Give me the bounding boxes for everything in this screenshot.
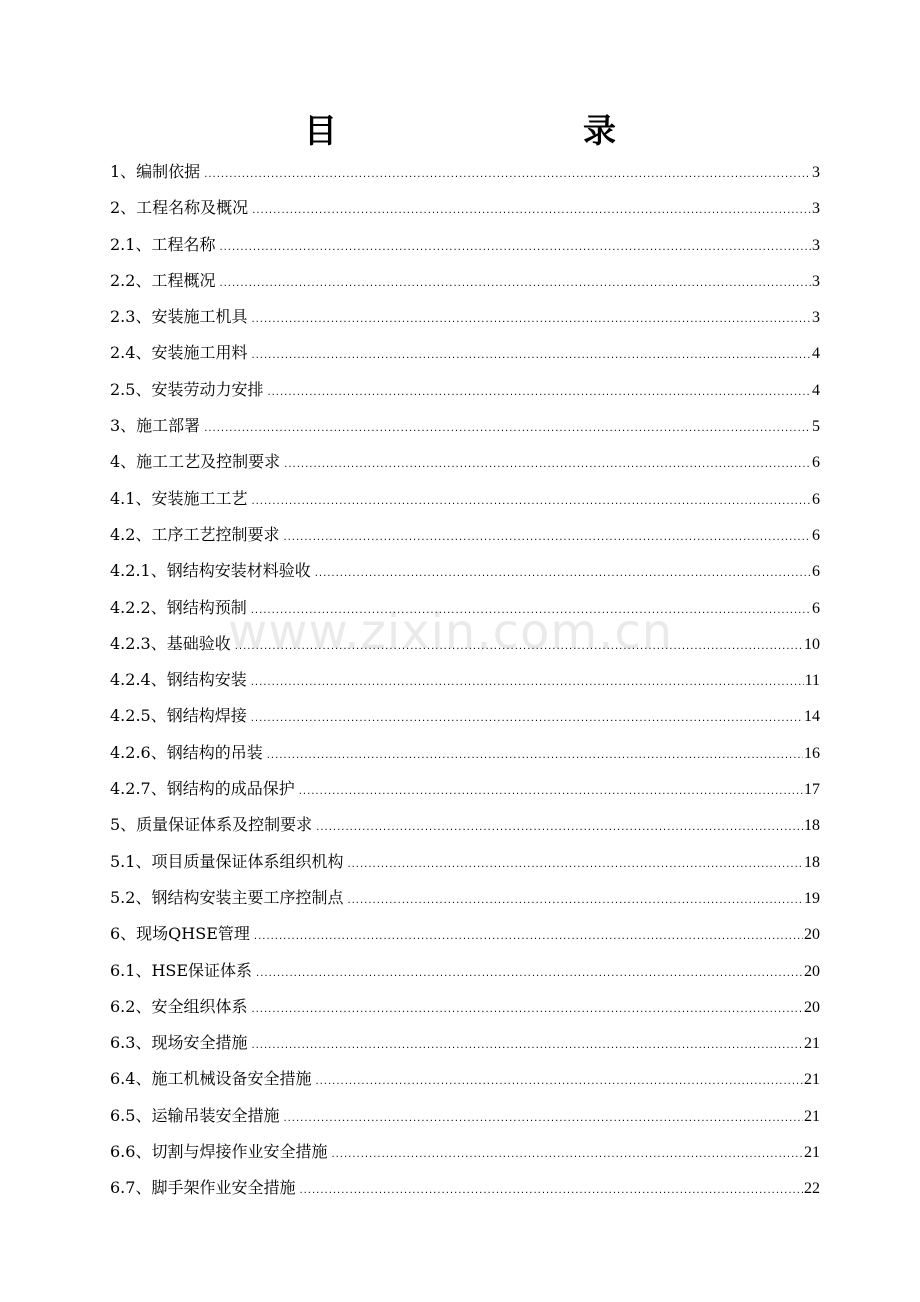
toc-entry[interactable] [110, 698, 820, 734]
toc-entry-page-number: 18 [804, 853, 820, 871]
toc-entry[interactable] [110, 1134, 820, 1170]
toc-dot-leader [251, 302, 811, 338]
toc-entry-page-number: 3 [812, 309, 820, 327]
toc-dot-leader [204, 157, 811, 193]
toc-entry-label: 6.6、切割与焊接作业安全措施 [110, 1142, 328, 1162]
toc-entry-label: 6.1、HSE保证体系 [110, 960, 253, 980]
toc-entry-label: 4.2、工序工艺控制要求 [110, 524, 280, 544]
toc-entry[interactable] [110, 1025, 820, 1061]
toc-entry-page-number: 3 [812, 164, 820, 181]
toc-entry[interactable] [110, 662, 820, 698]
toc-entry-label: 3、施工部署 [110, 416, 201, 436]
toc-dot-leader [299, 1173, 803, 1209]
toc-entry[interactable] [110, 844, 820, 880]
toc-dot-leader [267, 738, 803, 774]
toc-dot-leader [267, 375, 811, 411]
toc-entry-page-number: 20 [804, 998, 820, 1016]
toc-entry-label: 6.2、安全组织体系 [110, 996, 248, 1016]
toc-entry-page-number: 20 [804, 962, 820, 980]
toc-entry[interactable] [110, 1061, 820, 1097]
toc-dot-leader [251, 665, 804, 701]
toc-entry-label: 4.2.6、钢结构的吊装 [110, 742, 263, 762]
toc-entry-page-number: 6 [812, 599, 820, 617]
toc-entry[interactable] [110, 590, 820, 626]
toc-entry[interactable] [110, 263, 820, 299]
toc-entry-page-number: 14 [804, 708, 820, 726]
toc-entry-page-number: 5 [812, 418, 820, 436]
toc-entry[interactable] [110, 771, 820, 807]
toc-dot-leader [251, 338, 811, 374]
toc-entry-label: 6、现场QHSE管理 [110, 924, 250, 944]
toc-entry-label: 6.4、施工机械设备安全措施 [110, 1069, 312, 1089]
toc-entry-page-number: 3 [812, 236, 820, 254]
toc-entry-page-number: 18 [804, 817, 820, 835]
toc-dot-leader [251, 992, 803, 1028]
toc-entry-page-number: 6 [812, 454, 820, 472]
toc-entry[interactable] [110, 372, 820, 408]
toc-entry-page-number: 20 [804, 926, 820, 944]
toc-entry[interactable] [110, 408, 820, 444]
toc-dot-leader [252, 193, 811, 229]
toc-entry-page-number: 11 [804, 672, 820, 690]
toc-dot-leader [316, 810, 803, 846]
toc-entry-page-number: 3 [812, 272, 820, 290]
toc-entry[interactable] [110, 444, 820, 480]
toc-entry-page-number: 6 [812, 526, 820, 544]
toc-entry-label: 4.2.2、钢结构预制 [110, 597, 247, 617]
toc-dot-leader [219, 230, 811, 266]
watermark: www.zixin.com.cn [228, 604, 674, 660]
toc-entry[interactable] [110, 735, 820, 771]
toc-dot-leader [235, 629, 803, 665]
toc-entry-label: 2.3、安装施工机具 [110, 307, 248, 327]
toc-dot-leader [251, 484, 811, 520]
toc-entry[interactable] [110, 989, 820, 1025]
toc-entry-label: 1、编制依据 [110, 162, 201, 181]
toc-entry[interactable] [110, 1098, 820, 1134]
toc-entry-label: 2.4、安装施工用料 [110, 343, 248, 363]
toc-entry[interactable] [110, 916, 820, 952]
toc-entry[interactable] [110, 335, 820, 371]
toc-dot-leader [315, 556, 811, 592]
toc-dot-leader [331, 1137, 803, 1173]
toc-entry-label: 5.2、钢结构安装主要工序控制点 [110, 887, 344, 907]
toc-entry-page-number: 6 [812, 563, 820, 581]
toc-entry-page-number: 21 [804, 1071, 820, 1089]
toc-entry-page-number: 4 [812, 381, 820, 399]
toc-entry-label: 4.2.3、基础验收 [110, 633, 231, 653]
toc-entry[interactable] [110, 626, 820, 662]
toc-entry-page-number: 22 [804, 1180, 820, 1198]
toc-entry-label: 6.3、现场安全措施 [110, 1033, 248, 1053]
toc-dot-leader [256, 956, 803, 992]
toc-entry-label: 2.2、工程概况 [110, 270, 216, 290]
toc-entry-label: 4.2.7、钢结构的成品保护 [110, 779, 295, 799]
toc-entry-page-number: 21 [804, 1035, 820, 1053]
toc-entry[interactable] [110, 190, 820, 226]
page-title: 目 录 [304, 111, 676, 150]
toc-entry-page-number: 17 [804, 781, 820, 799]
toc-dot-leader [254, 919, 803, 955]
toc-entry-label: 6.7、脚手架作业安全措施 [110, 1178, 296, 1198]
toc-entry-label: 2.1、工程名称 [110, 234, 216, 254]
toc-dot-leader [347, 847, 803, 883]
toc-entry-label: 5、质量保证体系及控制要求 [110, 815, 313, 835]
toc-entry[interactable] [110, 553, 820, 589]
toc-dot-leader [251, 593, 811, 629]
toc-dot-leader [315, 1064, 803, 1100]
toc-entry-page-number: 4 [812, 345, 820, 363]
toc-entry-label: 5.1、项目质量保证体系组织机构 [110, 851, 344, 871]
toc-dot-leader [299, 774, 803, 810]
toc-entry[interactable] [110, 481, 820, 517]
toc-entry-label: 4.2.4、钢结构安装 [110, 670, 247, 690]
toc-dot-leader [251, 1028, 803, 1064]
toc-entry-page-number: 10 [804, 635, 820, 653]
toc-dot-leader [283, 1101, 803, 1137]
toc-entry[interactable] [110, 1170, 820, 1206]
toc-entry-page-number: 3 [812, 200, 820, 218]
toc-entry-page-number: 16 [804, 744, 820, 762]
table-of-contents [110, 154, 820, 1207]
toc-dot-leader [219, 266, 811, 302]
toc-dot-leader [283, 520, 811, 556]
toc-entry[interactable] [110, 953, 820, 989]
toc-entry-page-number: 6 [812, 490, 820, 508]
toc-entry-label: 2.5、安装劳动力安排 [110, 379, 264, 399]
toc-dot-leader [204, 411, 811, 447]
toc-entry[interactable] [110, 807, 820, 843]
toc-entry-label: 6.5、运输吊装安全措施 [110, 1105, 280, 1125]
toc-entry-label: 2、工程名称及概况 [110, 198, 249, 218]
toc-entry-page-number: 21 [804, 1144, 820, 1162]
toc-entry-page-number: 21 [804, 1107, 820, 1125]
toc-entry[interactable] [110, 880, 820, 916]
toc-entry-label: 4.1、安装施工工艺 [110, 488, 248, 508]
toc-entry[interactable] [110, 299, 820, 335]
toc-dot-leader [251, 701, 803, 737]
toc-entry[interactable] [110, 517, 820, 553]
toc-entry-page-number: 19 [804, 889, 820, 907]
toc-entry[interactable] [110, 227, 820, 263]
toc-dot-leader [284, 447, 811, 483]
toc-dot-leader [347, 883, 803, 919]
toc-entry-label: 4.2.1、钢结构安装材料验收 [110, 561, 311, 581]
toc-entry[interactable] [110, 154, 820, 190]
toc-entry-label: 4.2.5、钢结构焊接 [110, 706, 247, 726]
toc-entry-label: 4、施工工艺及控制要求 [110, 452, 281, 472]
